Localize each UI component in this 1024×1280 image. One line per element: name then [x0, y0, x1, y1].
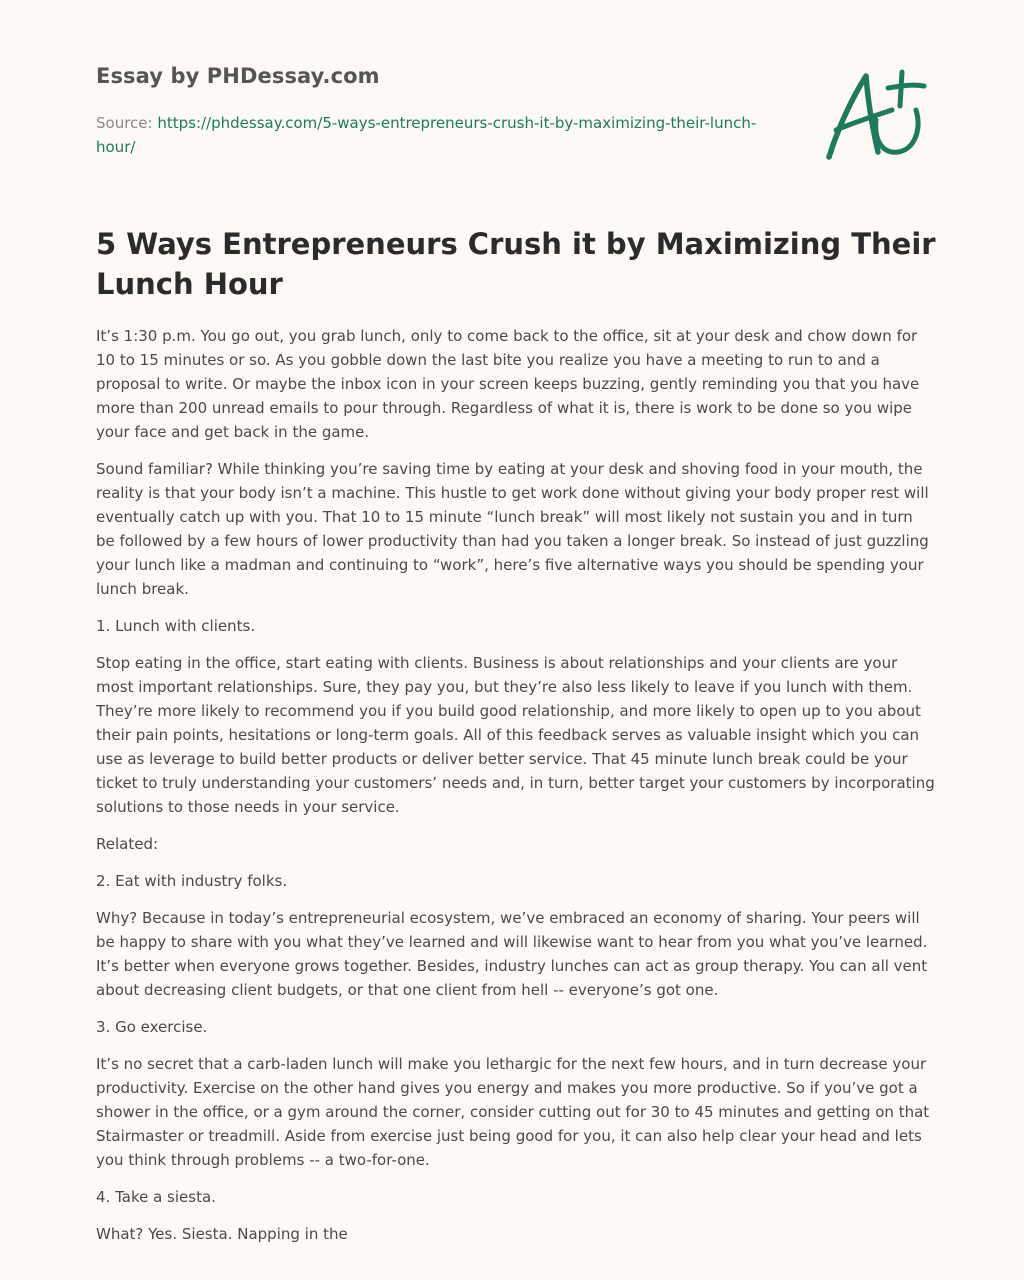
source-label: Source: — [96, 114, 153, 132]
source-link[interactable]: https://phdessay.com/5-ways-entrepreneurs-crush-it-by-maximizing-their-lunch-hour/ — [96, 114, 757, 156]
essay-title: 5 Ways Entrepreneurs Crush it by Maximizing Their Lunch Hour — [96, 227, 936, 301]
heading-industry-folks: 2. Eat with industry folks. — [96, 872, 288, 890]
paragraph-clients: Stop eating in the office, start eating with clients. Business is about relationships and your clients are your most important relationships. Sure, they pay you, but they’re also less likely to leave if you lunch with them. They’re more likely to recommend you if you build good relationship, and more likely to open up to you about their pain points, hesitations or long-term goals. All of this feedback serves as valuable insight which you can use as leverage to build better products or deliver better service. That 45 minute lunch break could be your ticket to truly understanding your customers’ needs and, in turn, better target your customers by incorporating solutions to those needs in your service. — [96, 654, 935, 816]
essay-body — [96, 324, 936, 1259]
site-brand: Essay by PHDessay.com — [96, 64, 380, 88]
paragraph-industry: Why? Because in today’s entrepreneurial ecosystem, we’ve embraced an economy of sharing. Your peers will be happy to share with you what they’ve learned and will likewise want to hear from you what you’ve learned. It’s better when everyone grows together. Besides, industry lunches can act as group therapy. You can all vent about decreasing client budgets, or that one client from hell -- everyone’s got one. — [96, 909, 928, 999]
paragraph-exercise: It’s no secret that a carb-laden lunch will make you lethargic for the next few hours, and in turn decrease your productivity. Exercise on the other hand gives you energy and makes you more productive. So if you’ve got a shower in the office, or a gym around the corner, consider cutting out for 30 to 45 minutes and getting on that Stairmaster or treadmill. Aside from exercise just being good for you, it can also help clear your head and lets you think through problems -- a two-for-one. — [96, 1055, 930, 1169]
paragraph-siesta: What? Yes. Siesta. Napping in the — [96, 1225, 348, 1243]
related-label: Related: — [96, 835, 159, 853]
heading-take-siesta: 4. Take a siesta. — [96, 1188, 216, 1206]
paragraph-sound-familiar: Sound familiar? While thinking you’re saving time by eating at your desk and shoving food in your mouth, the reality is that your body isn’t a machine. This hustle to get work done without giving your body proper rest will eventually catch up with you. That 10 to 15 minute “lunch break” will most likely not sustain you and in turn be followed by a few hours of lower productivity than had you taken a longer break. So instead of just guzzling your lunch like a madman and continuing to “work”, here’s five alternative ways you should be spending your lunch break. — [96, 460, 929, 598]
heading-go-exercise: 3. Go exercise. — [96, 1018, 208, 1036]
heading-lunch-with-clients: 1. Lunch with clients. — [96, 617, 256, 635]
a-plus-grade-icon — [818, 66, 930, 166]
source-line — [96, 111, 776, 159]
paragraph-intro: It’s 1:30 p.m. You go out, you grab lunch, only to come back to the office, sit at your desk and chow down for 10 to 15 minutes or so. As you gobble down the last bite you realize you have a meeting to run to and a proposal to write. Or maybe the inbox icon in your screen keeps buzzing, gently reminding you that you have more than 200 unread emails to pour through. Regardless of what it is, there is work to be done so you wipe your face and get back in the game. — [96, 327, 920, 441]
